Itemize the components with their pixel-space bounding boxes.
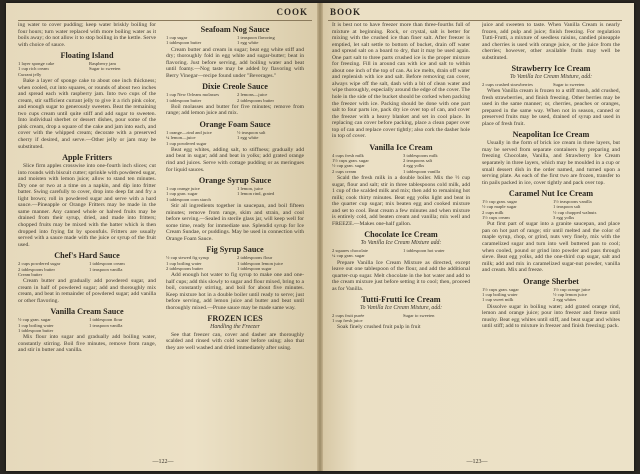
ingredient-item: 1 tablespoon hot water bbox=[403, 247, 445, 253]
ingredient-item: 1 tablespoon flour bbox=[89, 317, 123, 323]
ingredient-list bbox=[332, 153, 470, 174]
right-page-column-2 bbox=[482, 22, 620, 449]
ingredient-item: Raspberry jam bbox=[89, 61, 116, 67]
recipe-paragraph: Usually in the form of brick ice cream in three layers, but may be served from separate containers by preparing and freezing Chocolate, Vanilla, and Strawberry Ice Cream separately in three layers, which may be moulded in a cup or small dessert dish in the order named, and turned upon a serving plate. As each of the first two are frozen, transfer to tin pails packed in ice, cover tightly and pack over top. bbox=[482, 140, 620, 186]
ingredient-item bbox=[237, 141, 304, 146]
ingredient-item: 2 tablespoons flour bbox=[237, 255, 273, 261]
ingredient-item: 2 tablespoons butter bbox=[237, 97, 274, 103]
ingredient-list bbox=[18, 61, 156, 77]
ingredient-item: 1 cup sweet milk bbox=[482, 297, 514, 303]
ingredient-item: 1½ cups gran. sugar bbox=[482, 286, 519, 292]
ingredient-item: 1 tablespoon butter bbox=[166, 40, 202, 46]
ingredient-item: 2 squares chocolate bbox=[332, 247, 368, 253]
book-gutter bbox=[317, 3, 323, 471]
ingredient-item: 1 lemon, juice bbox=[237, 186, 264, 192]
ingredient-item: ¼ lemon—juice bbox=[166, 135, 196, 141]
ingredient-item: 2 cups milk bbox=[482, 209, 504, 215]
ingredient-item: 1 cup rich cream bbox=[18, 66, 49, 72]
ingredient-item: 1 tablespoon corn starch bbox=[166, 196, 211, 202]
ingredient-item: ½ cup stewed fig syrup bbox=[166, 255, 209, 261]
right-page bbox=[320, 3, 634, 471]
recipe-subheading: To Vanilla Ice Cream Mixture, add: bbox=[509, 74, 593, 81]
ingredient-item: 1 cup fresh juice bbox=[332, 318, 363, 324]
ingredient-list bbox=[18, 261, 156, 277]
ingredient-item bbox=[403, 253, 470, 258]
ingredient-item: 3 tablespoons milk bbox=[403, 152, 438, 158]
ingredient-item: 1 tablespoon vanilla bbox=[403, 168, 440, 174]
ingredient-item: 1 egg white bbox=[237, 40, 259, 46]
recipe-title: Apple Fritters bbox=[62, 153, 112, 163]
ingredient-list bbox=[166, 92, 304, 103]
recipe-paragraph: When Vanilla cream is frozen to a stiff mush, add crushed, fresh strawberries, and finish freezing. Other berries may be used in the same manner; or, cherries, peaches or oranges, prepared in the same way. When not in season, canned or preserved fruits may be used, drained of syrup and used in place of fresh fruit. bbox=[482, 88, 620, 127]
ingredient-list bbox=[166, 255, 304, 271]
recipe-title: Neapolitan Ice Cream bbox=[512, 130, 590, 140]
ingredient-list bbox=[166, 130, 304, 146]
ingredient-item: 1 teaspoon flavoring bbox=[237, 35, 275, 40]
header-rule bbox=[328, 20, 622, 21]
left-page-column-2 bbox=[166, 22, 304, 449]
recipe-title: Caramel Nut Ice Cream bbox=[508, 189, 594, 199]
recipe-paragraph: Stir all ingredients together in saucepan, and boil fifteen minutes; remove from range, skim and strain, and cool before serving.—Sealed in sterile glass jar, will keep well for some time, ready for immediate use. Splendid syrup for Ice Cream Sundae, or puddings. May be used in connection with Orange Foam Sauce. bbox=[166, 202, 304, 242]
right-page-column-1 bbox=[332, 22, 470, 449]
recipe-title: Tutti-Frutti Ice Cream bbox=[361, 295, 441, 305]
recipe-subheading: To Vanilla Ice Cream Mixture, add: bbox=[359, 305, 443, 312]
recipe-title: Fig Syrup Sauce bbox=[206, 245, 264, 255]
recipe-title: Chocolate Ice Cream bbox=[364, 230, 438, 240]
page-number-left: —122— bbox=[152, 459, 174, 465]
ingredient-item: 1 teaspoon vanilla bbox=[89, 266, 123, 272]
recipe-title: Strawberry Ice Cream bbox=[511, 64, 591, 74]
ingredient-item: 2 teaspoons salt bbox=[403, 158, 433, 164]
ingredient-item: 1 tablespoon sugar bbox=[237, 265, 272, 271]
recipe-paragraph: Cream butter and cream in sugar; beat egg white stiff and dry; thoroughly fold in egg white and sugar-butter; beat in flavoring. Just before serving, add boiling water and beat until foamy.—Nog taste may be added by flavoring with Berry Vinegar—recipe found under "Beverages." bbox=[166, 46, 304, 79]
ingredient-item bbox=[89, 328, 156, 333]
recipe-paragraph: Slice firm apples crosswise into one-fourth inch slices; cut into rounds with biscuit cutter; sprinkle with powdered sugar, and moisten with lemon juice; allow to stand ten minutes. Dry one or two at a time on a napkin, and dip into fritter batter. Swing carefully to cover, drop into deep fat and fry a light brown; roll in powdered sugar and serve with a hard sauce.—Pineapple or Orange Fritters may be made in the same manner. Any canned whole or halved fruits may be drained from their syrup, dried, and made into fritters; chopped fruits may be mixed with the batter which is then dropped into frying fat by spoonfuls. Fritters are usually served with a sauce made with the juice or syrup of the fruit used. bbox=[18, 163, 156, 248]
ingredient-item: 1½ cups gran. sugar bbox=[332, 158, 369, 164]
open-cookbook bbox=[6, 3, 634, 471]
left-page bbox=[6, 3, 320, 471]
ingredient-item: 1 teaspoon salt bbox=[553, 204, 581, 210]
ingredient-item: 1 tablespoon lemon juice bbox=[237, 260, 284, 266]
ingredient-list bbox=[332, 248, 470, 259]
ingredient-item: 2 lemons—juice bbox=[237, 92, 268, 98]
ingredient-item: ½ cup gran. sugar bbox=[18, 317, 51, 323]
recipe-title: Vanilla Cream Sauce bbox=[50, 307, 124, 317]
ingredient-item: 2 cups fruit purée bbox=[332, 312, 365, 318]
recipe-paragraph: It is best not to have freezer more than three-fourths full of mixture at beginning. Rock, or crystal, salt is better for mixing with the crushed ice than finer salt. After freezer is emptied, let salt settle to bottom of bucket, drain off water and spread salt on a board to dry, that it may be used again. One part salt to three parts crushed ice is the proper mixture for freezing. Fill in around can with ice and salt to within about one inch of the top of can. As ice melts, drain off water and replenish with ice and salt. Before removing can cover, always wipe off the salt, dash with a bit of clean water and wipe thoroughly, especially around the edge of the cover. The hole in the side of the bucket should be corked when packing the freezer with ice. Packing should be done with one part salt to four parts ice, pack dry ice over top of can, and cover the freezer with a heavy blanket and set in cool place. In replacing can cover before packing, place a clean paper over top of can and replace cover tightly; also cork the dasher hole in top of cover. bbox=[332, 22, 470, 140]
recipe-title: Floating Island bbox=[60, 51, 114, 61]
ingredient-item: 1½ cup gran. sugar bbox=[482, 199, 518, 205]
ingredient-list bbox=[18, 317, 156, 333]
ingredient-item: ½ cup chopped walnuts bbox=[553, 209, 597, 215]
ingredient-item: 4 cups fresh milk bbox=[332, 152, 364, 158]
ingredient-item: ¼ cup gran. sugar bbox=[332, 253, 365, 259]
recipe-title: Seafoam Nog Sauce bbox=[200, 25, 270, 34]
ingredient-item: 1 tablespoon butter bbox=[18, 327, 54, 333]
recipe-title: Chef's Hard Sauce bbox=[54, 251, 120, 261]
recipe-paragraph: ing water to cover pudding; keep water briskly boiling for four hours; turn water replaced with more boiling water as it boils away; do not allow it to stop boiling in the kettle. Serve with choice of sauce. bbox=[18, 22, 156, 48]
ingredient-item: 1 orange—rind and juice bbox=[166, 130, 212, 136]
ingredient-item: 2 tablespoons butter bbox=[166, 265, 203, 271]
ingredient-item: 1 tablespoon butter bbox=[166, 97, 202, 103]
ingredient-list bbox=[482, 199, 620, 220]
ingredient-item: 1½ teaspoons vanilla bbox=[553, 199, 592, 205]
recipe-paragraph: Bake a layer of sponge cake to about one inch thickness; when cooled, cut into squares, or rounds of about two inches and spread each with raspberry jam. Into two cups of the cream, stir sufficient currant jelly to give it a rich pink color, and enough sugar to generously sweeten. Beat the remaining two cups cream until quite stiff and add sugar to sweeten. Into individual sherbet or dessert dishes, pour some of the pink cream, drop a square of the cake and jam into each, and cover with the whipped cream; decorate with a preserved cherry if desired, and serve.—Other jelly or jam may be substituted. bbox=[18, 78, 156, 150]
recipe-title: FROZEN ICES bbox=[207, 314, 263, 324]
ingredient-item: ½ cup gran. sugar bbox=[332, 163, 365, 169]
recipe-title: Dixie Creole Sauce bbox=[202, 82, 268, 92]
ingredient-item: Currant jelly bbox=[18, 71, 42, 77]
ingredient-item: 1 cup New Orleans molasses bbox=[166, 92, 220, 98]
ingredient-item: 1 cup powdered sugar bbox=[166, 140, 207, 146]
ingredient-item: 1 cup boiling water bbox=[482, 292, 518, 298]
recipe-paragraph: Boil molasses and butter for five minutes; remove from range; add lemon juice and mix. bbox=[166, 103, 304, 117]
ingredient-item: 4 egg yolks bbox=[403, 163, 425, 169]
ingredient-item bbox=[237, 197, 304, 202]
recipe-paragraph: Put first part of sugar into a granite saucepan, and place pan on hot part of range; stir until melted and the color of maple syrup, chop, or grind, nuts very finely, mix with the caramelized sugar and turn into well buttered pan to cool; when cooled, pound or grind into powder and pass through sieve. Beat egg yolks, add the one-third cup sugar, salt and milk; add and mix in caramelized sugar-nut powder, vanilla and cream. Mix and freeze. bbox=[482, 221, 620, 274]
ingredient-list bbox=[166, 35, 304, 46]
ingredient-item bbox=[89, 272, 156, 277]
ingredient-item: 2 cups powdered sugar bbox=[18, 261, 61, 267]
ingredient-item: 2 cups cream bbox=[332, 168, 357, 174]
ingredient-list bbox=[482, 82, 620, 87]
recipe-subheading: To Vanilla Ice Cream Mixture add: bbox=[360, 240, 442, 247]
ingredient-item: 1 lemon rind, grated bbox=[237, 191, 275, 197]
ingredient-item: 1 cup boiling water bbox=[166, 260, 202, 266]
recipe-paragraph: Dissolve sugar in boiling water; add grated orange rind, lemon and orange juice; pour into freezer and freeze until mushy. Beat egg whites until stiff, and beat sugar and whites until stiff; add to mixture in freezer and finish freezing; pack. bbox=[482, 303, 620, 330]
left-page-column-1 bbox=[18, 22, 156, 449]
ingredient-item: 1 cup boiling water bbox=[18, 322, 54, 328]
recipe-paragraph: Scald the fresh milk in a double boiler. Mix the ½ cup sugar, flour and salt; stir in three tablespoons cold milk, add 1 cup of the scalded milk and mix; then add to remaining hot milk; cook thirty minutes. Beat egg yolks light and beat in the quarter cup sugar; mix beaten egg and cooked mixture and set to cool. Beat cream a few minutes and when mixture is entirely cold, add beaten cream and vanilla; mix well and FREEZE.—Makes one-half gallon. bbox=[332, 175, 470, 227]
ingredient-item: 1 cup gran. sugar bbox=[166, 191, 198, 197]
ingredient-item: 2 tablespoons butter bbox=[18, 266, 55, 272]
ingredient-item: 1½ cup orange juice bbox=[553, 286, 591, 292]
ingredient-item: Sugar to sweeten bbox=[89, 66, 121, 72]
ingredient-item bbox=[403, 318, 470, 323]
ingredient-item: 1 cup sugar bbox=[166, 35, 188, 40]
ingredient-item bbox=[89, 72, 156, 77]
ingredient-item: 1 tablespoon cream bbox=[89, 261, 125, 267]
header-rule bbox=[18, 20, 312, 21]
section-subheading: Handling the Freezer bbox=[210, 324, 260, 331]
recipe-title: Orange Syrup Sauce bbox=[198, 176, 272, 186]
recipe-paragraph: Prepare Vanilla Ice Cream Mixture as directed, except leave out one tablespoon of the flour, and add the additional quarter-cup sugar. Melt chocolate in the hot water and add to the cream mixture just before setting it to cool; then, proceed as for Vanilla. bbox=[332, 259, 470, 292]
ingredient-item: 1 egg white bbox=[237, 135, 259, 141]
ingredient-item: 1½ cups cream bbox=[482, 215, 510, 221]
page-number-right: —123— bbox=[466, 459, 488, 465]
ingredient-item: ½ cup lemon juice bbox=[553, 292, 587, 298]
ingredient-item: 2 egg whites bbox=[553, 297, 577, 303]
ingredient-item: 1 layer sponge cake bbox=[18, 61, 55, 67]
recipe-title: Orange Sherbet bbox=[523, 276, 579, 286]
ingredient-item: ½ teaspoon salt bbox=[237, 130, 266, 136]
ingredient-item: 2 cups crushed strawberries bbox=[482, 81, 533, 87]
recipe-paragraph: See that freezer can, cover and dasher are thoroughly scalded and rinsed with cold water before using; also that they are well washed and dried immediately after using. bbox=[166, 331, 304, 352]
recipe-title: Vanilla Ice Cream bbox=[369, 142, 433, 152]
ingredient-item: Sugar to sweeten bbox=[553, 81, 585, 87]
ingredient-list bbox=[332, 313, 470, 324]
ingredient-item: ½ cup maple sugar bbox=[482, 204, 517, 210]
recipe-paragraph: Cream butter and gradually add powdered sugar, and cream in half of powdered sugar; add and thoroughly mix cream, and beat in remainder of powdered sugar; add vanilla or other flavoring. bbox=[18, 278, 156, 304]
recipe-paragraph: Soak finely crushed fruit pulp in fruit bbox=[337, 324, 421, 331]
ingredient-list bbox=[166, 186, 304, 202]
running-head-left: COOK bbox=[276, 7, 308, 17]
recipe-title: Orange Foam Sauce bbox=[199, 120, 271, 130]
ingredient-item: 3 egg yolks bbox=[553, 215, 575, 221]
ingredient-item: Cream butter bbox=[18, 271, 43, 277]
recipe-paragraph: Add enough hot water to fig syrup to make one and one-half cups; add this slowly to sugar and flour mixed, bring to a boil, constantly stirring, and boil for about five minutes. Keep mixture hot in a double boiler until ready to serve; just before serving, add lemon juice and butter and beat until thoroughly mixed.—Prune sauce may be made same way. bbox=[166, 272, 304, 311]
recipe-paragraph: juice and sweeten to taste. When Vanilla Cream is nearly frozen, add pulp and juice; finish freezing. For regulation Tutti-Frutti, a mixture of seedless raisins, candied pineapple and cherries is used with orange juice, or the juice from the cherries; however, other available fruits may well be substituted. bbox=[482, 22, 620, 61]
ingredient-item: Sugar to sweeten bbox=[403, 312, 435, 318]
running-head-right: BOOK bbox=[330, 7, 362, 17]
recipe-paragraph: Beat egg whites, adding salt, to stiffness; gradually add and beat in sugar; add and beat in yolks; add grated orange rind and juices. Serve with cottage pudding or as meringues for liquid sauces. bbox=[166, 146, 304, 173]
ingredient-item: 1 teaspoon vanilla bbox=[89, 322, 123, 328]
ingredient-item: 1 cup orange juice bbox=[166, 186, 200, 192]
ingredient-list bbox=[482, 287, 620, 303]
recipe-paragraph: Mix flour into sugar and gradually add boiling water, constantly stirring. Boil five minutes, remove from range, and stir in butter and vanilla. bbox=[18, 334, 156, 354]
